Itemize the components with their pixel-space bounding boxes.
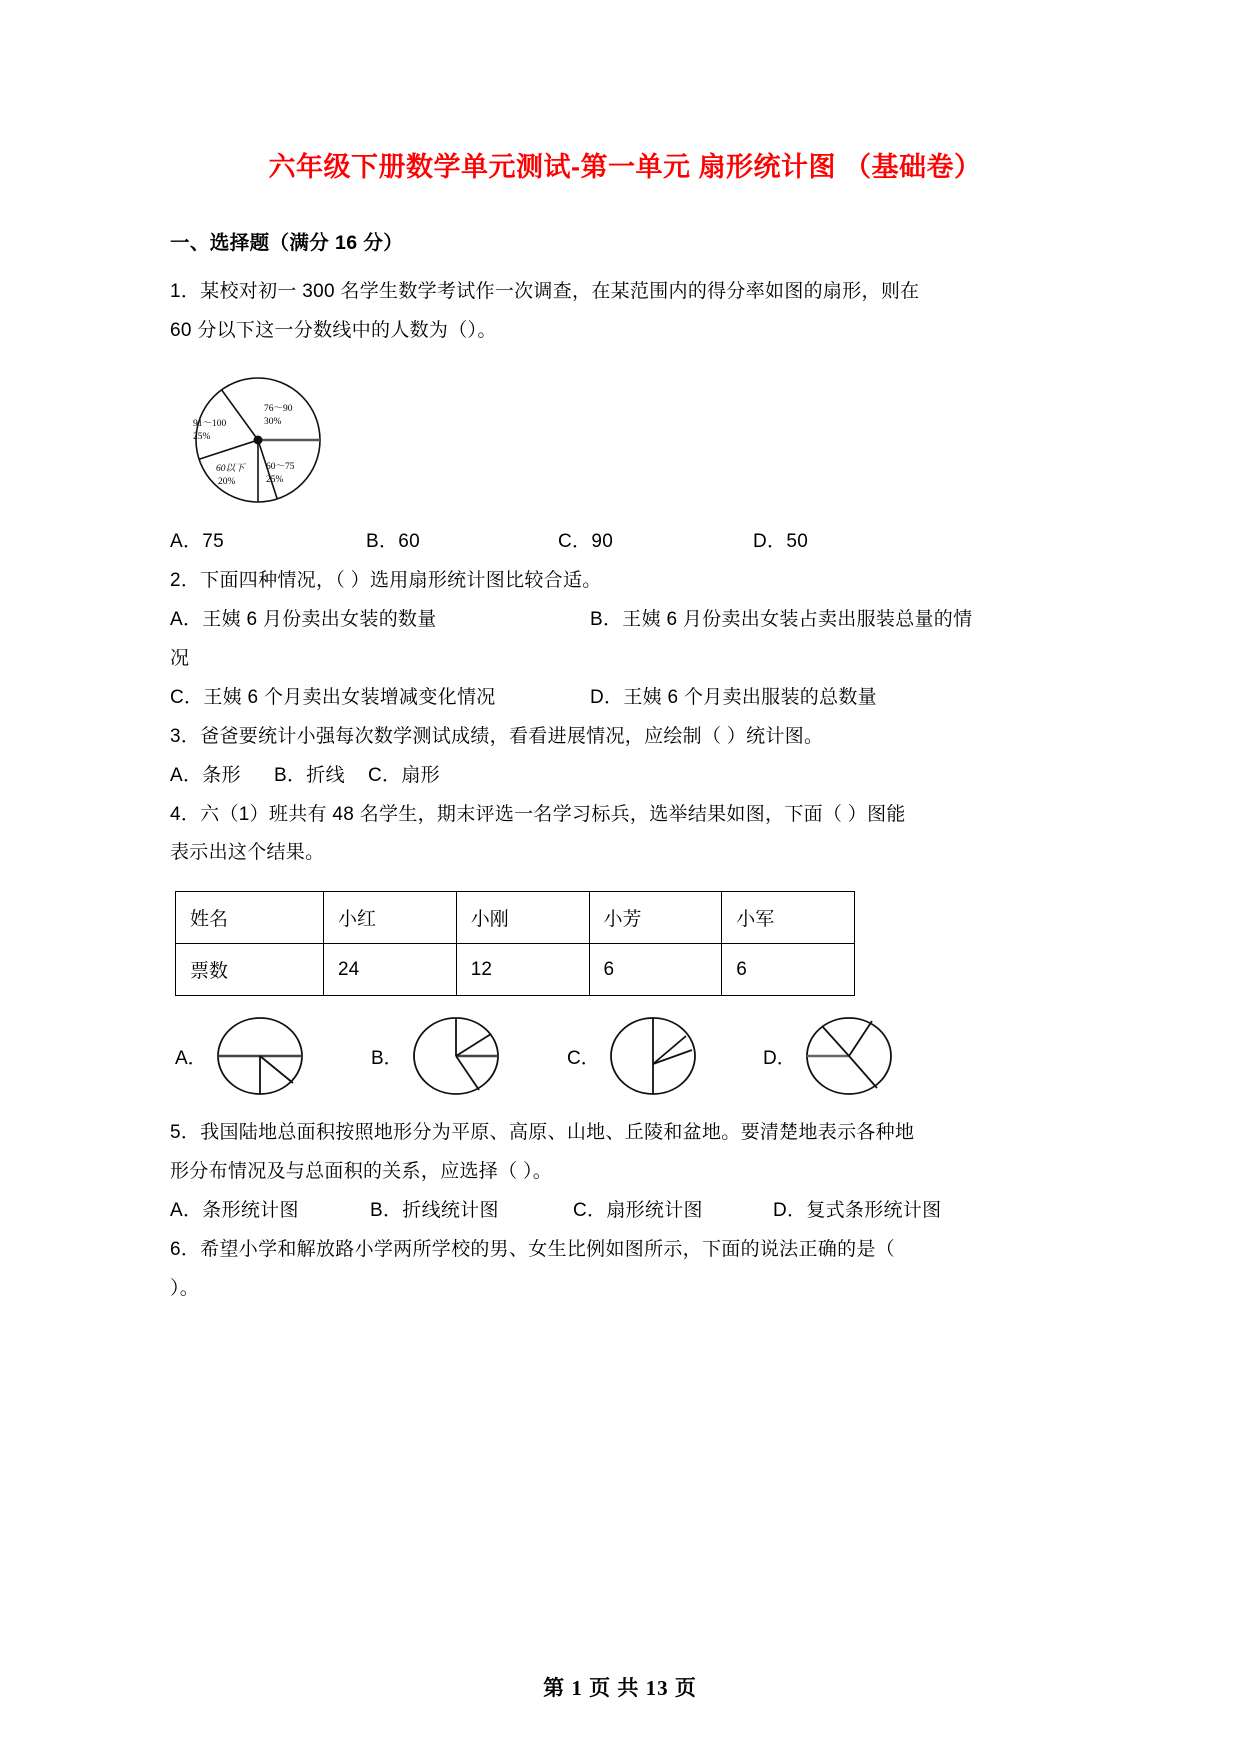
table-header-votes: 票数 (176, 944, 324, 996)
question-1-option-a[interactable]: A．75 (170, 530, 225, 552)
question-4-option-b[interactable] (371, 1016, 567, 1096)
option-c-pie-icon (606, 1016, 700, 1096)
question-2-option-d[interactable]: D．王姨 6 个月卖出服装的总数量 (590, 686, 877, 708)
question-4-option-d[interactable] (763, 1016, 959, 1096)
table-cell-name-2: 小刚 (456, 892, 589, 944)
question-2-option-a[interactable]: A．王姨 6 月份卖出女装的数量 (170, 608, 437, 630)
question-2-stem: 2．下面四种情况，（ ）选用扇形统计图比较合适。 (170, 569, 602, 591)
table-cell-name-1: 小红 (324, 892, 457, 944)
question-2-option-c[interactable]: C．王姨 6 个月卖出女装增减变化情况 (170, 686, 496, 708)
question-5 (170, 1114, 1080, 1231)
question-1-option-b[interactable]: B．60 (366, 530, 421, 552)
question-2-option-b-cont: 况 (170, 647, 190, 669)
question-4-option-b-label: B． (371, 1047, 403, 1069)
page-title: 六年级下册数学单元测试-第一单元 扇形统计图 （基础卷） (268, 152, 982, 182)
table-row (176, 892, 855, 944)
vote-table (175, 891, 855, 996)
pie-label-below60-percent: 20% (218, 476, 236, 487)
question-3-options (170, 757, 1080, 796)
question-4-option-a[interactable] (175, 1016, 371, 1096)
pie-chart-svg (180, 365, 340, 515)
pie-label-below60-name: 60以下 (216, 463, 245, 474)
question-4-stem-line1: 4．六（1）班共有 48 名学生，期末评选一名学习标兵，选举结果如图，下面（ ）图能 (170, 803, 906, 825)
question-5-option-a[interactable]: A．条形统计图 (170, 1200, 299, 1222)
question-3-stem: 3．爸爸要统计小强每次数学测试成绩，看看进展情况，应绘制（ ）统计图。 (170, 725, 824, 747)
pie-label-60-75-percent: 25% (266, 474, 284, 485)
question-2-options-row1 (170, 601, 1080, 640)
question-1-stem-line2: 60 分以下这一分数线中的人数为（）。 (170, 320, 497, 342)
question-1-option-c[interactable]: C．90 (558, 530, 614, 552)
table-cell-name-3: 小芳 (589, 892, 722, 944)
question-3-option-b[interactable]: B．折线 (274, 764, 345, 786)
question-3-option-c[interactable]: C．扇形 (368, 764, 440, 786)
pie-label-76-90-percent: 30% (264, 416, 282, 427)
question-5-option-b[interactable]: B．折线统计图 (370, 1200, 499, 1222)
question-3-option-a[interactable]: A．条形 (170, 764, 241, 786)
question-4-stem-line2: 表示出这个结果。 (170, 842, 325, 864)
question-5-stem-line2: 形分布情况及与总面积的关系，应选择（ ）。 (170, 1161, 553, 1183)
question-3 (170, 718, 1080, 796)
pie-label-60-75-name: 60～75 (266, 461, 295, 472)
pie-label-76-90-name: 76～90 (264, 403, 293, 414)
question-5-option-c[interactable]: C．扇形统计图 (573, 1200, 703, 1222)
question-2-option-b[interactable]: B．王姨 6 月份卖出女装占卖出服装总量的情 (590, 608, 973, 630)
option-d-pie-icon (802, 1016, 896, 1096)
pie-label-91-100-name: 91～100 (193, 418, 227, 429)
pie-label-91-100-percent: 25% (193, 431, 211, 442)
table-cell-votes-2: 12 (456, 944, 589, 996)
page-footer: 第 1 页 共 13 页 (543, 1676, 697, 1700)
table-cell-votes-4: 6 (722, 944, 855, 996)
question-4-option-a-label: A． (175, 1047, 207, 1069)
question-4-option-c-label: C． (567, 1047, 600, 1069)
question-4 (170, 796, 1080, 1097)
question-5-options (170, 1192, 1080, 1231)
question-2-options-row2 (170, 679, 1080, 718)
option-b-pie-icon (409, 1016, 503, 1096)
question-6-stem-line2: ）。 (170, 1278, 200, 1300)
question-1-option-d[interactable]: D．50 (753, 530, 809, 552)
option-a-pie-icon (213, 1016, 307, 1096)
table-cell-votes-3: 6 (589, 944, 722, 996)
table-cell-votes-1: 24 (324, 944, 457, 996)
table-header-name: 姓名 (176, 892, 324, 944)
question-1-stem-line1: 1．某校对初一 300 名学生数学考试作一次调查，在某范围内的得分率如图的扇形，则在 (170, 281, 920, 303)
question-1-pie-chart (180, 365, 340, 515)
section-heading: 一、选择题（满分 16 分） (170, 232, 404, 255)
question-4-option-figures (175, 1016, 1080, 1096)
question-6-stem-line1: 6．希望小学和解放路小学两所学校的男、女生比例如图所示，下面的说法正确的是（ (170, 1239, 895, 1261)
question-2 (170, 562, 1080, 718)
table-cell-name-4: 小军 (722, 892, 855, 944)
question-4-option-c[interactable] (567, 1016, 763, 1096)
question-4-option-d-label: D． (763, 1047, 796, 1069)
question-1 (170, 273, 1080, 562)
question-6 (170, 1231, 1080, 1309)
question-1-options (170, 523, 1080, 562)
question-5-stem-line1: 5．我国陆地总面积按照地形分为平原、高原、山地、丘陵和盆地。要清楚地表示各种地 (170, 1122, 915, 1144)
pie-center-dot (254, 435, 263, 444)
question-5-option-d[interactable]: D．复式条形统计图 (773, 1200, 942, 1222)
table-row (176, 944, 855, 996)
